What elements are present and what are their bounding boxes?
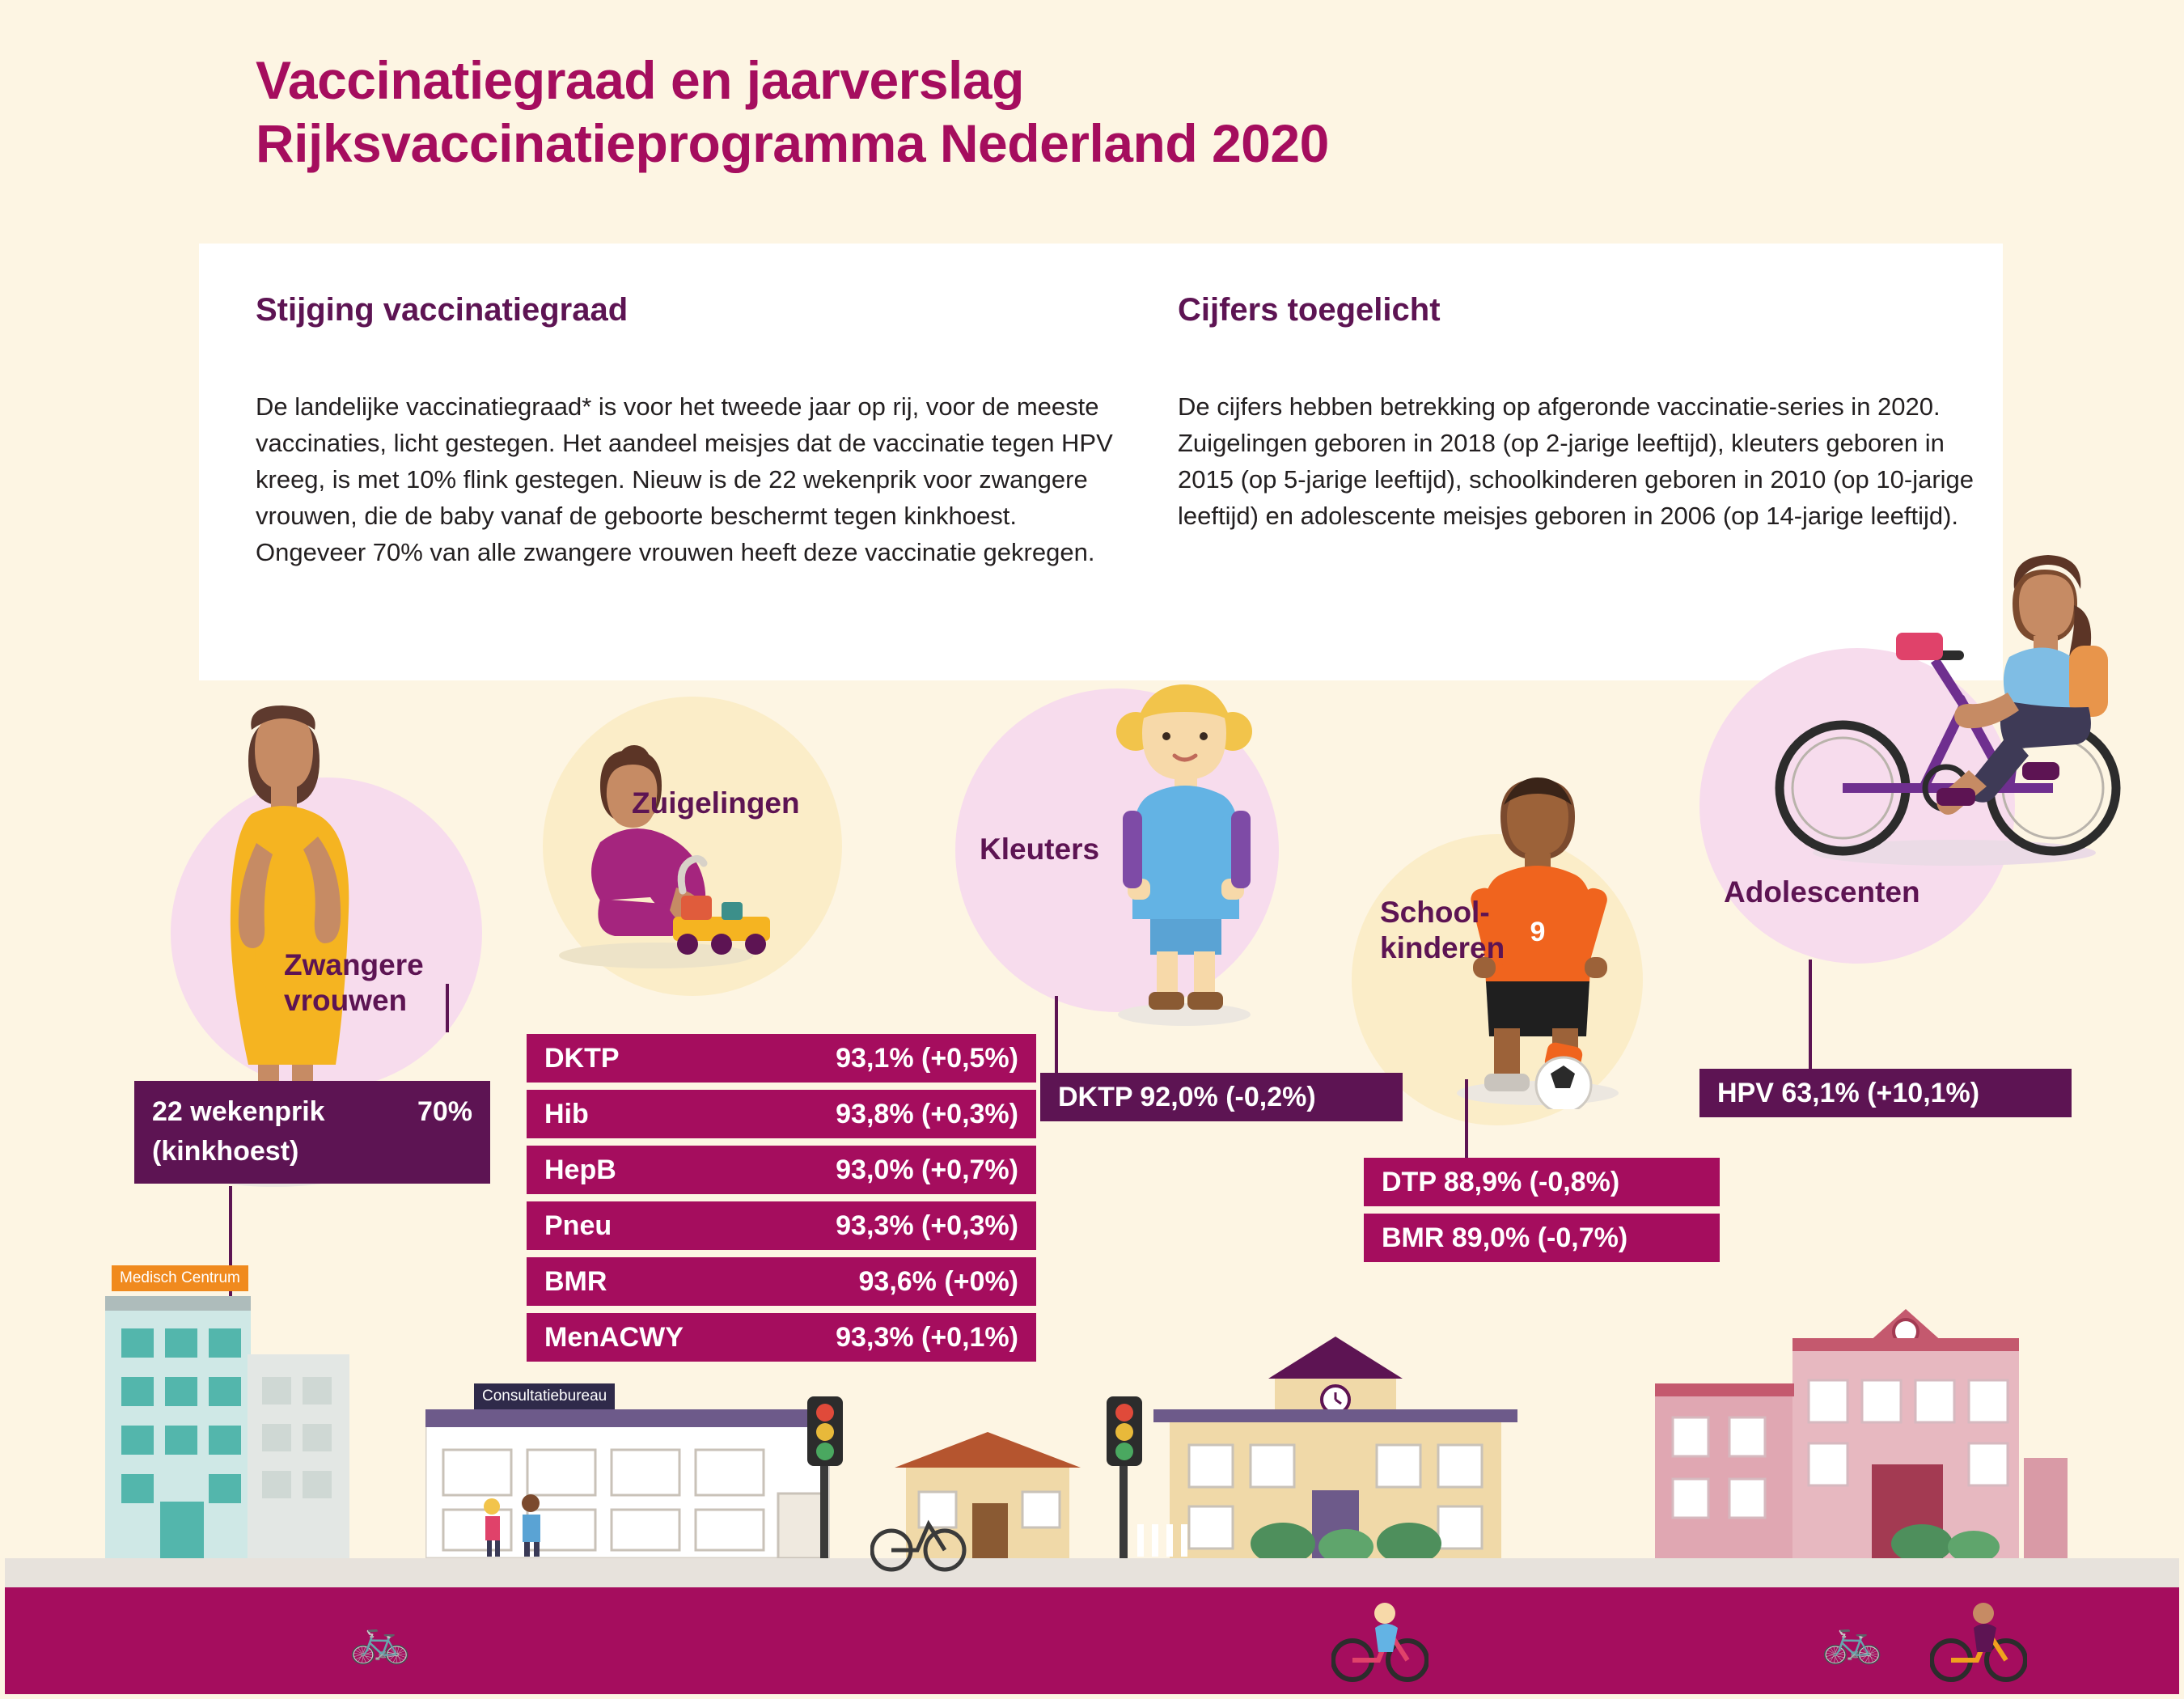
adolescent-illustration xyxy=(1752,555,2156,879)
bicycle-parked xyxy=(870,1500,967,1573)
right-column-heading: Cijfers toegelicht xyxy=(1178,292,1441,328)
group-label-schoolchildren xyxy=(1380,895,1505,965)
group-label-adolescents: Adolescenten xyxy=(1724,875,1920,909)
bar-school-dtp-text: DTP 88,9% (-0,8%) xyxy=(1382,1166,1620,1197)
bar-school-bmr-text: BMR 89,0% (-0,7%) xyxy=(1382,1222,1628,1253)
svg-text:9: 9 xyxy=(1530,917,1546,947)
bar-infants-hepb-label: HepB xyxy=(544,1154,616,1185)
bushes-right xyxy=(1890,1502,2003,1558)
connector-adolescents xyxy=(1809,960,1812,1073)
bar-infants-hepb-value: 93,0% (+0,7%) xyxy=(836,1154,1018,1185)
bar-infants-menacwy xyxy=(527,1313,1036,1362)
bar-pregnant-value: 70% xyxy=(417,1096,472,1127)
building-medical-center xyxy=(94,1259,361,1558)
bar-pregnant-label: 22 wekenprik xyxy=(152,1096,325,1127)
right-column-body: De cijfers hebben betrekking op afgeronde vaccinatie-series in 2020. Zuigelingen geboren in 2018 (op 2-jarige leeftijd), kleuters geboren in 2015 (op 5-jarige leeftijd), schoolkinderen geboren in 2010 (op 10-jarige leeftijd) en adolescente meisjes geboren in 2006 (op 14-jarige leeftijd). xyxy=(1178,392,1974,530)
sidewalk xyxy=(5,1558,2184,1591)
bar-infants-pneu-value: 93,3% (+0,3%) xyxy=(836,1210,1018,1241)
bar-infants-hib xyxy=(527,1090,1036,1138)
left-column-heading: Stijging vaccinatiegraad xyxy=(256,292,629,328)
group-label-infants: Zuigelingen xyxy=(632,786,800,820)
bar-adolescents-hpv-text: HPV 63,1% (+10,1%) xyxy=(1717,1077,1980,1108)
bar-infants-pneu-label: Pneu xyxy=(544,1210,612,1241)
bar-pregnant xyxy=(134,1081,490,1184)
page-title-line2: Rijksvaccinatieprogramma Nederland 2020 xyxy=(256,112,1329,173)
connector-infants xyxy=(446,984,449,1032)
bar-school-bmr xyxy=(1364,1214,1720,1262)
group-label-pregnant-line2: vrouwen xyxy=(284,983,408,1017)
bar-infants-bmr-value: 93,6% (+0%) xyxy=(858,1265,1018,1297)
page-title-line1: Vaccinatiegraad en jaarverslag xyxy=(256,50,1024,110)
bar-infants-bmr-label: BMR xyxy=(544,1265,607,1297)
connector-toddlers xyxy=(1055,996,1058,1077)
bar-infants-dktp-label: DKTP xyxy=(544,1042,620,1074)
group-label-pregnant-line1: Zwangere xyxy=(284,948,424,981)
sign-consultation-office: Consultatiebureau xyxy=(474,1383,615,1409)
group-label-pregnant xyxy=(284,947,424,1018)
cyclist-street xyxy=(1331,1595,1428,1684)
group-label-schoolchildren-line2: kinderen xyxy=(1380,930,1505,964)
toddler-illustration xyxy=(1081,676,1291,1032)
pedestrian-crossing xyxy=(1137,1524,1202,1557)
group-label-toddlers: Kleuters xyxy=(980,833,1100,866)
page-title xyxy=(256,49,1954,176)
bar-toddlers-dktp xyxy=(1040,1073,1403,1121)
bar-infants-dktp-value: 93,1% (+0,5%) xyxy=(836,1042,1018,1074)
bar-toddlers-dktp-text: DKTP 92,0% (-0,2%) xyxy=(1058,1081,1316,1112)
bar-adolescents-hpv xyxy=(1699,1069,2072,1117)
bar-infants-hepb xyxy=(527,1146,1036,1194)
pedestrian-group xyxy=(474,1494,563,1558)
infant-illustration xyxy=(523,737,789,980)
left-column-body: De landelijke vaccinatiegraad* is voor het tweede jaar op rij, voor de meeste vaccinaties, licht gestegen. Het aandeel meisjes dat de vaccinatie tegen HPV kreeg, is met 10% flink gestegen. Nieuw is de 22 wekenprik voor zwangere vrouwen, die de baby vanaf de geboorte beschermt tegen kinkhoest. Ongeveer 70% van alle zwangere vrouwen heeft deze vaccinatie gekregen. xyxy=(256,392,1113,566)
bar-infants-bmr xyxy=(527,1257,1036,1306)
bike-lane-icon-right: 🚲 xyxy=(1820,1616,1884,1665)
bar-pregnant-sub: (kinkhoest) xyxy=(152,1136,299,1167)
connector-schoolchildren xyxy=(1465,1079,1468,1160)
group-label-schoolchildren-line1: School- xyxy=(1380,896,1490,929)
sign-medical-center: Medisch Centrum xyxy=(112,1265,248,1291)
building-secondary-school xyxy=(1655,1291,2076,1558)
bushes xyxy=(1251,1502,1445,1558)
traffic-light-left xyxy=(798,1396,854,1558)
bar-infants-pneu xyxy=(527,1201,1036,1250)
bar-school-dtp xyxy=(1364,1158,1720,1206)
bar-infants-hib-value: 93,8% (+0,3%) xyxy=(836,1098,1018,1129)
cyclist-street-right xyxy=(1930,1595,2027,1684)
bar-infants-dktp xyxy=(527,1034,1036,1083)
bar-infants-hib-label: Hib xyxy=(544,1098,589,1129)
bike-lane-icon-left: 🚲 xyxy=(348,1616,412,1665)
bar-infants-menacwy-value: 93,3% (+0,1%) xyxy=(836,1321,1018,1353)
bar-infants-menacwy-label: MenACWY xyxy=(544,1321,684,1353)
